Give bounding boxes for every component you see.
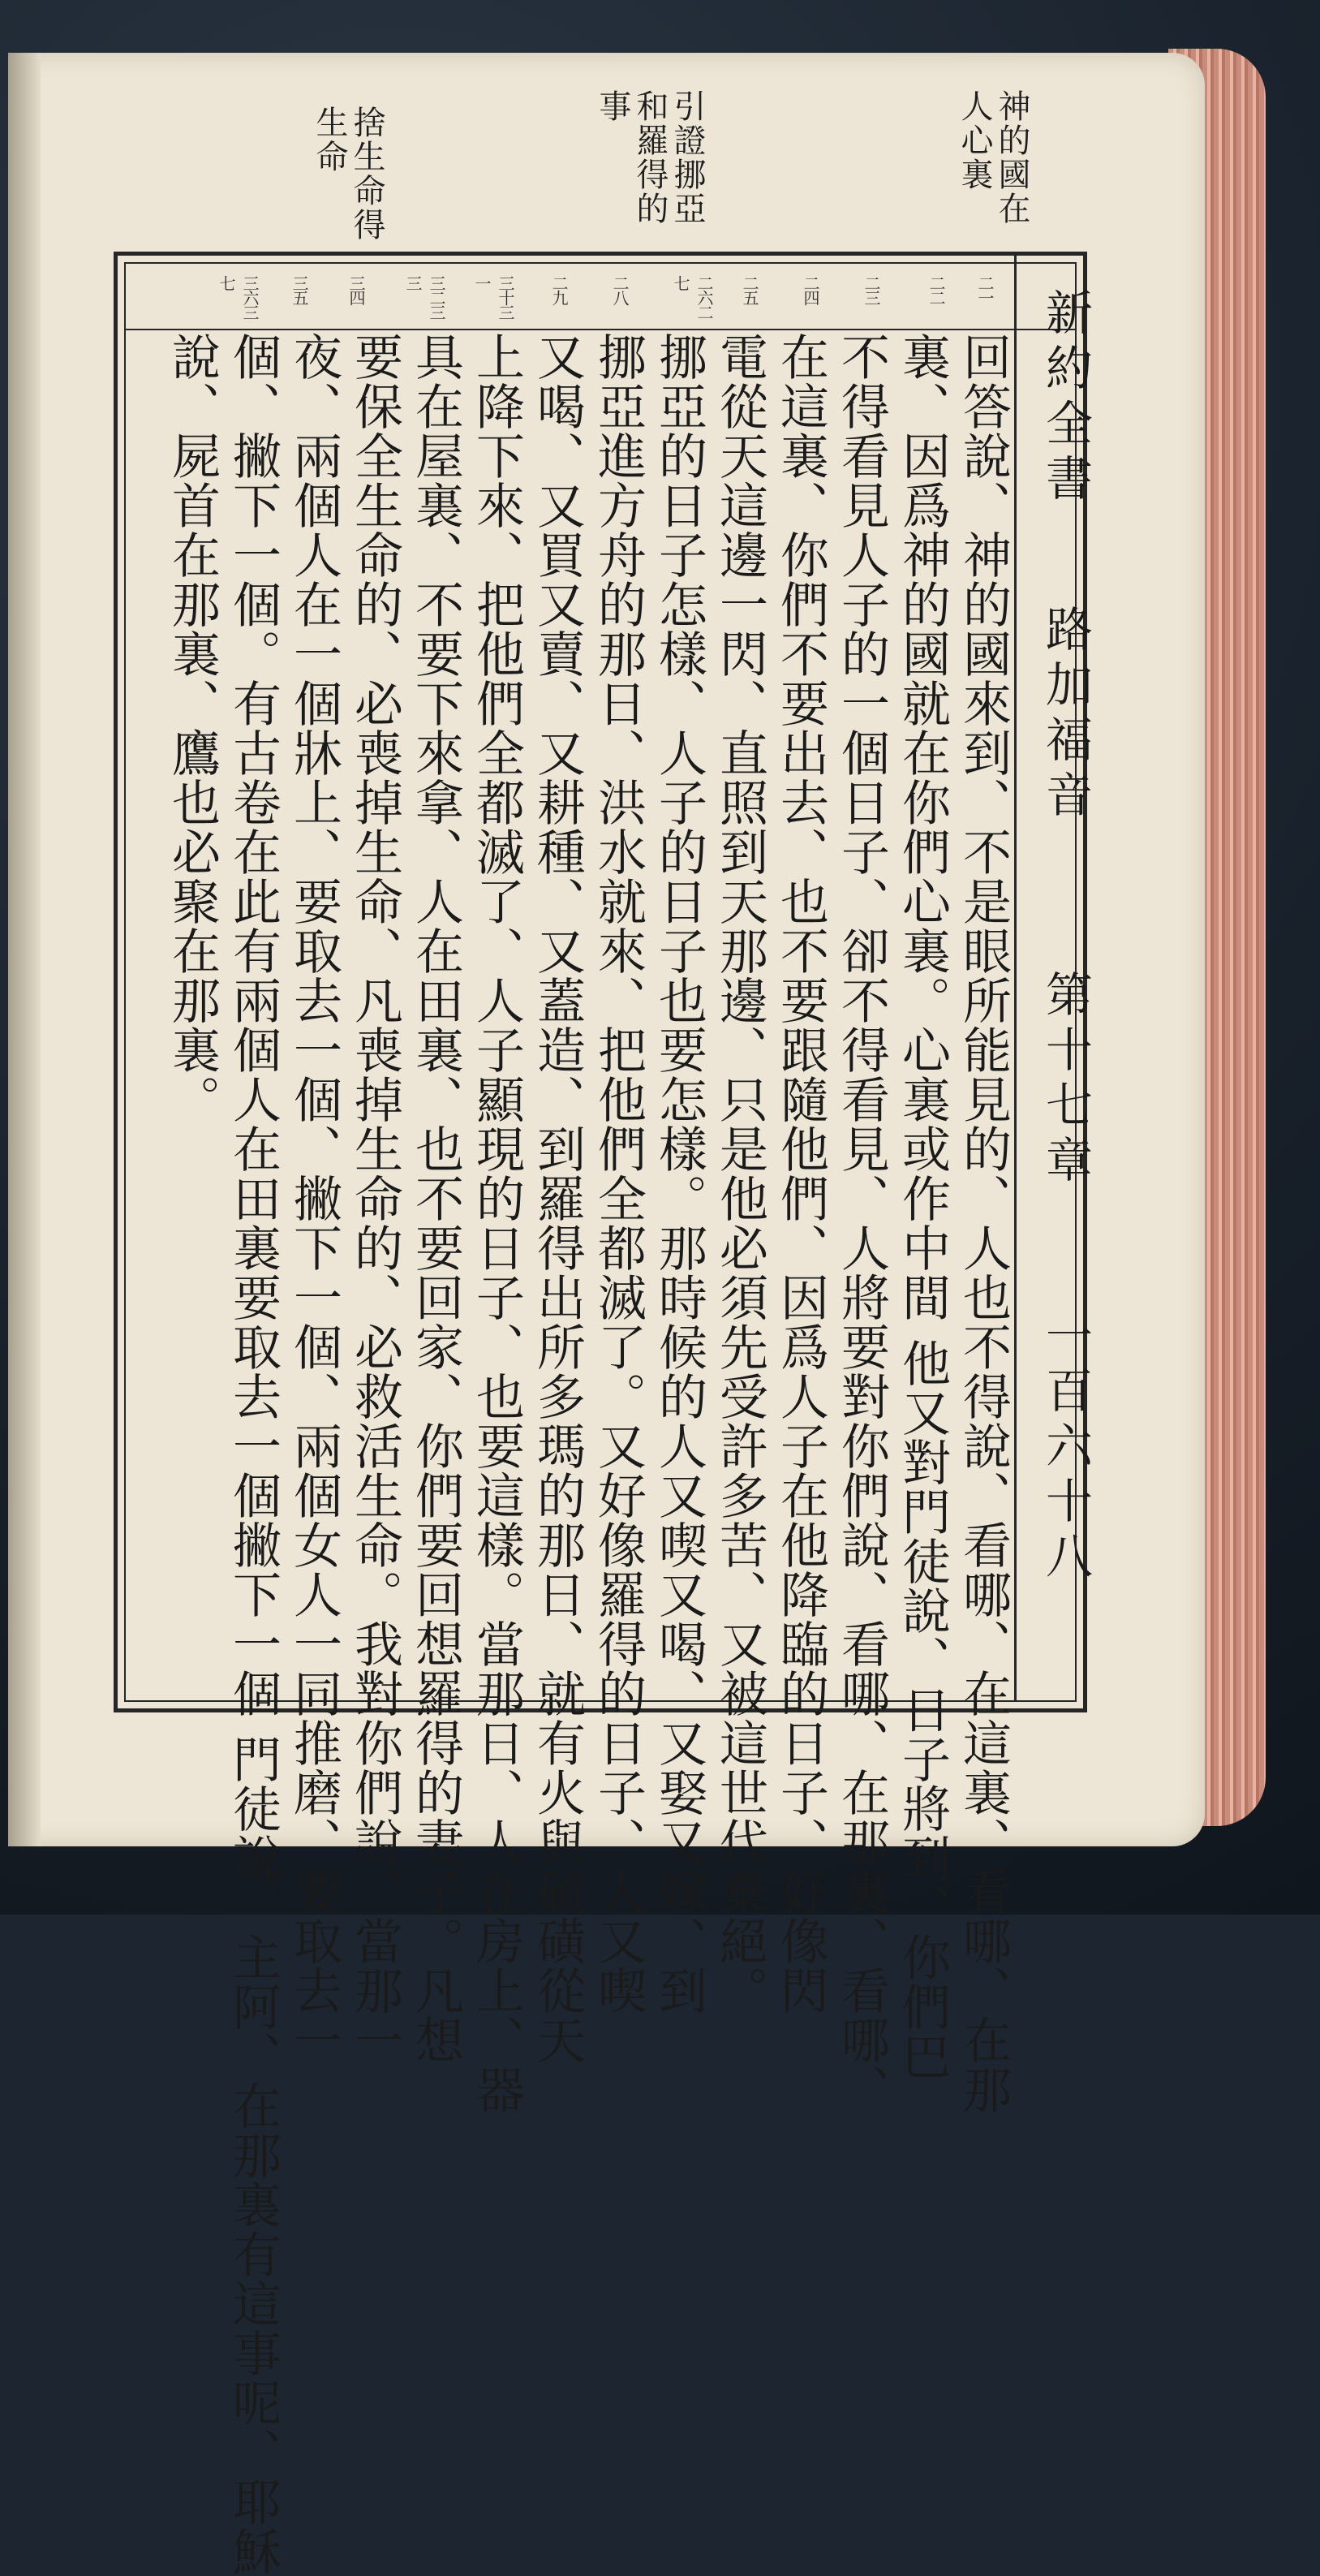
- verse-number: 二二: [927, 275, 946, 304]
- verse-number: 二一: [975, 275, 995, 304]
- text-column: 裏、因爲神的國就在你們心裏。心裏或作中間 他又對門徒說、日子將到、你們巴: [894, 332, 951, 2082]
- verse-number: 二四: [801, 275, 820, 304]
- verse-number: 二六二七: [671, 275, 714, 319]
- text-column: 挪亞的日子怎樣、人子的日子也要怎樣。那時候的人又喫又喝、又娶又嫁、到: [651, 332, 707, 2015]
- text-column: 不得看見人子的一個日子、卻不得看見、人將要對你們說、看哪、在那裏、看哪、: [833, 332, 890, 2114]
- text-column: 具在屋裏、不要下來拿、人在田裏、也不要回家、你們要回想羅得的妻子。凡想: [407, 332, 464, 2065]
- verse-number: 三四: [346, 275, 366, 304]
- text-column: 個、撇下一個。有古卷在此有兩個人在田裏要取去一個撇下一個 門徒說、主阿、在那裏有這事呢、耶穌: [225, 332, 282, 2576]
- text-frame: [114, 252, 1093, 2576]
- margin-note-life: 捨生命得生命: [311, 106, 385, 242]
- verse-number-row: [126, 264, 1075, 330]
- verse-number: 三五: [290, 275, 309, 304]
- text-column: 要保全生命的、必喪掉生命、凡喪掉生命的、必救活生命。我對你們說、當那一: [346, 332, 403, 2065]
- text-column: 電從天這邊一閃、直照到天那邊、只是他必須先受許多苦、又被這世代棄絕。: [712, 332, 768, 2015]
- chapter-title: 第十七章: [1038, 970, 1093, 1191]
- margin-note-noah-lot: 引證挪亞和羅得的事: [594, 89, 706, 226]
- verse-number: 二九: [549, 275, 569, 304]
- text-column: 說、屍首在那裏、鷹也必聚在那裏。: [164, 332, 221, 1124]
- book-title: 新約全書: [1038, 288, 1093, 509]
- text-column: 挪亞進方舟的那日、洪水就來、把他們全都滅了。又好像羅得的日子、人又喫: [590, 332, 647, 2015]
- text-column: 回答說、神的國來到、不是眼所能見的、人也不得說、看哪、在這裏、看哪、在那: [955, 332, 1012, 2114]
- text-column: 又喝、又買又賣、又耕種、又蓋造、到羅得出所多瑪的那日、就有火與硫磺從天: [529, 332, 586, 2065]
- page-number: 一百六十八: [1038, 1311, 1093, 1587]
- verse-number: 三二三三: [403, 275, 446, 319]
- text-frame-inner: [124, 262, 1093, 2576]
- page-gutter: [8, 53, 41, 1846]
- verse-number: 二三: [862, 275, 881, 304]
- text-column: 夜、兩個人在一個牀上、要取去一個、撇下一個、兩個女人一同推磨、要取去一: [286, 332, 342, 2065]
- verse-number: 三十三一: [472, 275, 515, 319]
- gospel-title: 路加福音: [1038, 605, 1093, 825]
- text-column: 在這裏、你們不要出去、也不要跟隨他們、因爲人子在他降臨的日子、好像閃: [772, 332, 829, 2015]
- verse-number: 三六三七: [217, 275, 260, 319]
- verse-number: 二五: [740, 275, 759, 304]
- running-header: [1014, 256, 1096, 1700]
- verse-number: 二八: [610, 275, 630, 304]
- margin-note-kingdom: 神的國在人心裏: [956, 89, 1030, 226]
- text-column: 上降下來、把他們全都滅了、人子顯現的日子、也要這樣。當那日、人在房上、器: [468, 332, 525, 2114]
